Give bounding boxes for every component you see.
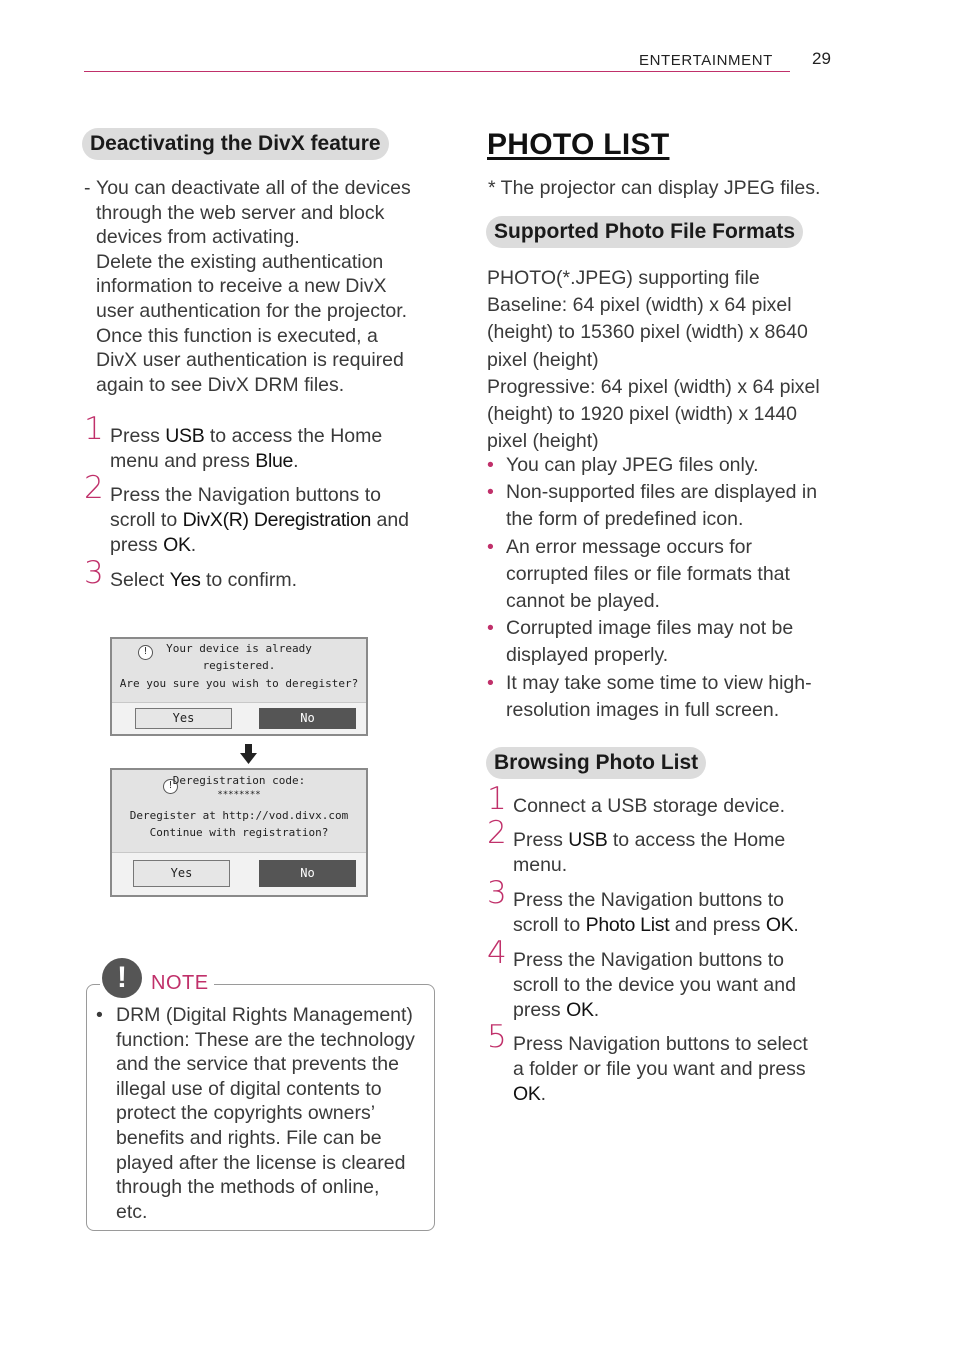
formats-line: (height) to 15360 pixel (width) x 8640 <box>487 321 808 344</box>
dialog-message-area <box>112 639 366 703</box>
formats-line: pixel (height) <box>487 348 599 371</box>
note-line: played after the license is cleared <box>116 1151 406 1174</box>
intro-line: Once this function is executed, a <box>96 324 378 347</box>
note-line: and the service that prevents the <box>116 1053 399 1076</box>
step-number: 1 <box>84 411 104 447</box>
dialog-line: Deregistration code: <box>172 774 306 787</box>
dialog-message-area <box>112 770 366 853</box>
step-line: scroll to DivX(R) Deregistration and <box>110 509 410 531</box>
step-line: press OK. <box>513 999 600 1021</box>
intro-dash: - <box>84 177 91 199</box>
info-icon: ! <box>138 645 153 660</box>
dialog-line: ******** <box>217 790 261 800</box>
note-line: through the methods of online, <box>116 1176 380 1199</box>
step-number: 4 <box>487 935 507 971</box>
deregistration-code-dialog <box>110 768 368 897</box>
dialog-line: registered. <box>202 659 276 672</box>
intro-line: devices from activating. <box>96 226 300 249</box>
step-line: Press the Navigation buttons to <box>513 949 784 971</box>
step-line: scroll to the device you want and <box>513 974 796 996</box>
step-number: 1 <box>487 781 507 817</box>
list-item: • An error message occurs for corrupted files or file formats that cannot be played. <box>487 535 790 613</box>
formats-line: Progressive: 64 pixel (width) x 64 pixel <box>487 375 820 398</box>
formats-text <box>487 265 847 455</box>
list-item: • You can play JPEG files only. <box>487 454 759 476</box>
step-line: Press the Navigation buttons to <box>110 484 381 506</box>
list-item: • Non-supported files are displayed in the form of predefined icon. <box>487 481 818 531</box>
step-line: Press Navigation buttons to select <box>513 1033 808 1055</box>
formats-line: Baseline: 64 pixel (width) x 64 pixel <box>487 294 792 317</box>
dialog-line: Are you sure you wish to deregister? <box>119 677 359 690</box>
list-item: • It may take some time to view high- resolution images in full screen. <box>487 671 812 721</box>
step-line: press OK. <box>110 534 197 556</box>
intro-line: information to receive a new DivX <box>96 275 387 298</box>
heading-deactivating-divx: Deactivating the DivX feature <box>82 128 389 160</box>
note-label: NOTE <box>151 972 209 994</box>
header-rule <box>84 71 790 72</box>
step-line: Connect a USB storage device. <box>513 795 786 817</box>
arrow-down-icon <box>240 744 257 764</box>
step-number: 2 <box>487 815 507 851</box>
heading-supported-formats: Supported Photo File Formats <box>486 216 803 248</box>
intro-line: You can deactivate all of the devices <box>96 177 411 199</box>
formats-line: (height) to 1920 pixel (width) x 1440 <box>487 403 798 426</box>
exclamation-icon: ! <box>102 958 142 998</box>
step-line: scroll to Photo List and press OK. <box>513 914 799 936</box>
page-number: 29 <box>812 49 831 68</box>
step-line: Press USB to access the Home <box>513 829 786 851</box>
projector-jpeg-note: * The projector can display JPEG files. <box>488 177 821 199</box>
info-icon: ! <box>163 779 178 794</box>
dialog-line: Deregister at http://vod.divx.com <box>129 809 349 822</box>
intro-line: DivX user authentication is required <box>96 349 404 372</box>
step-line: menu and press Blue. <box>110 450 299 472</box>
intro-line: user authentication for the projector. <box>96 299 408 322</box>
note-text <box>116 1003 431 1224</box>
step-line: Press USB to access the Home <box>110 425 383 447</box>
step-line: menu. <box>513 854 568 876</box>
step-number: 3 <box>487 875 507 911</box>
page-title: PHOTO LIST <box>487 128 670 161</box>
step-line: Press the Navigation buttons to <box>513 889 784 911</box>
step-number: 5 <box>487 1019 507 1055</box>
note-line: DRM (Digital Rights Management) <box>116 1004 413 1026</box>
intro-text <box>96 176 436 397</box>
step-line: Select Yes to confirm. <box>110 569 297 591</box>
note-line: illegal use of digital contents to <box>116 1077 382 1100</box>
note-line: benefits and rights. File can be <box>116 1126 382 1149</box>
intro-line: again to see DivX DRM files. <box>96 373 345 396</box>
dialog-line: Continue with registration? <box>149 826 329 839</box>
step-number: 3 <box>84 555 104 591</box>
note-line: protect the copyrights owners’ <box>116 1102 376 1125</box>
list-item: • Corrupted image files may not be displayed properly. <box>487 617 794 667</box>
intro-line: through the web server and block <box>96 201 385 224</box>
heading-browsing-photo-list: Browsing Photo List <box>486 747 706 779</box>
dialog-yes-button[interactable]: Yes <box>135 708 232 729</box>
intro-line: Delete the existing authentication <box>96 250 384 273</box>
deregister-confirm-dialog <box>110 637 368 736</box>
dialog-no-button[interactable]: No <box>259 860 356 887</box>
step-line: OK. <box>513 1083 546 1105</box>
formats-line: PHOTO(*.JPEG) supporting file <box>487 267 760 289</box>
running-header-section: ENTERTAINMENT <box>639 52 773 69</box>
step-line: a folder or file you want and press <box>513 1058 806 1080</box>
formats-line: pixel (height) <box>487 430 599 453</box>
step-number: 2 <box>84 470 104 506</box>
formats-bullet-list <box>487 452 847 724</box>
note-line: function: These are the technology <box>116 1028 415 1051</box>
dialog-yes-button[interactable]: Yes <box>133 860 230 887</box>
note-line: etc. <box>116 1200 148 1223</box>
dialog-no-button[interactable]: No <box>259 708 356 729</box>
note-bullet: • <box>96 1004 103 1026</box>
dialog-line: Your device is already <box>166 642 312 655</box>
